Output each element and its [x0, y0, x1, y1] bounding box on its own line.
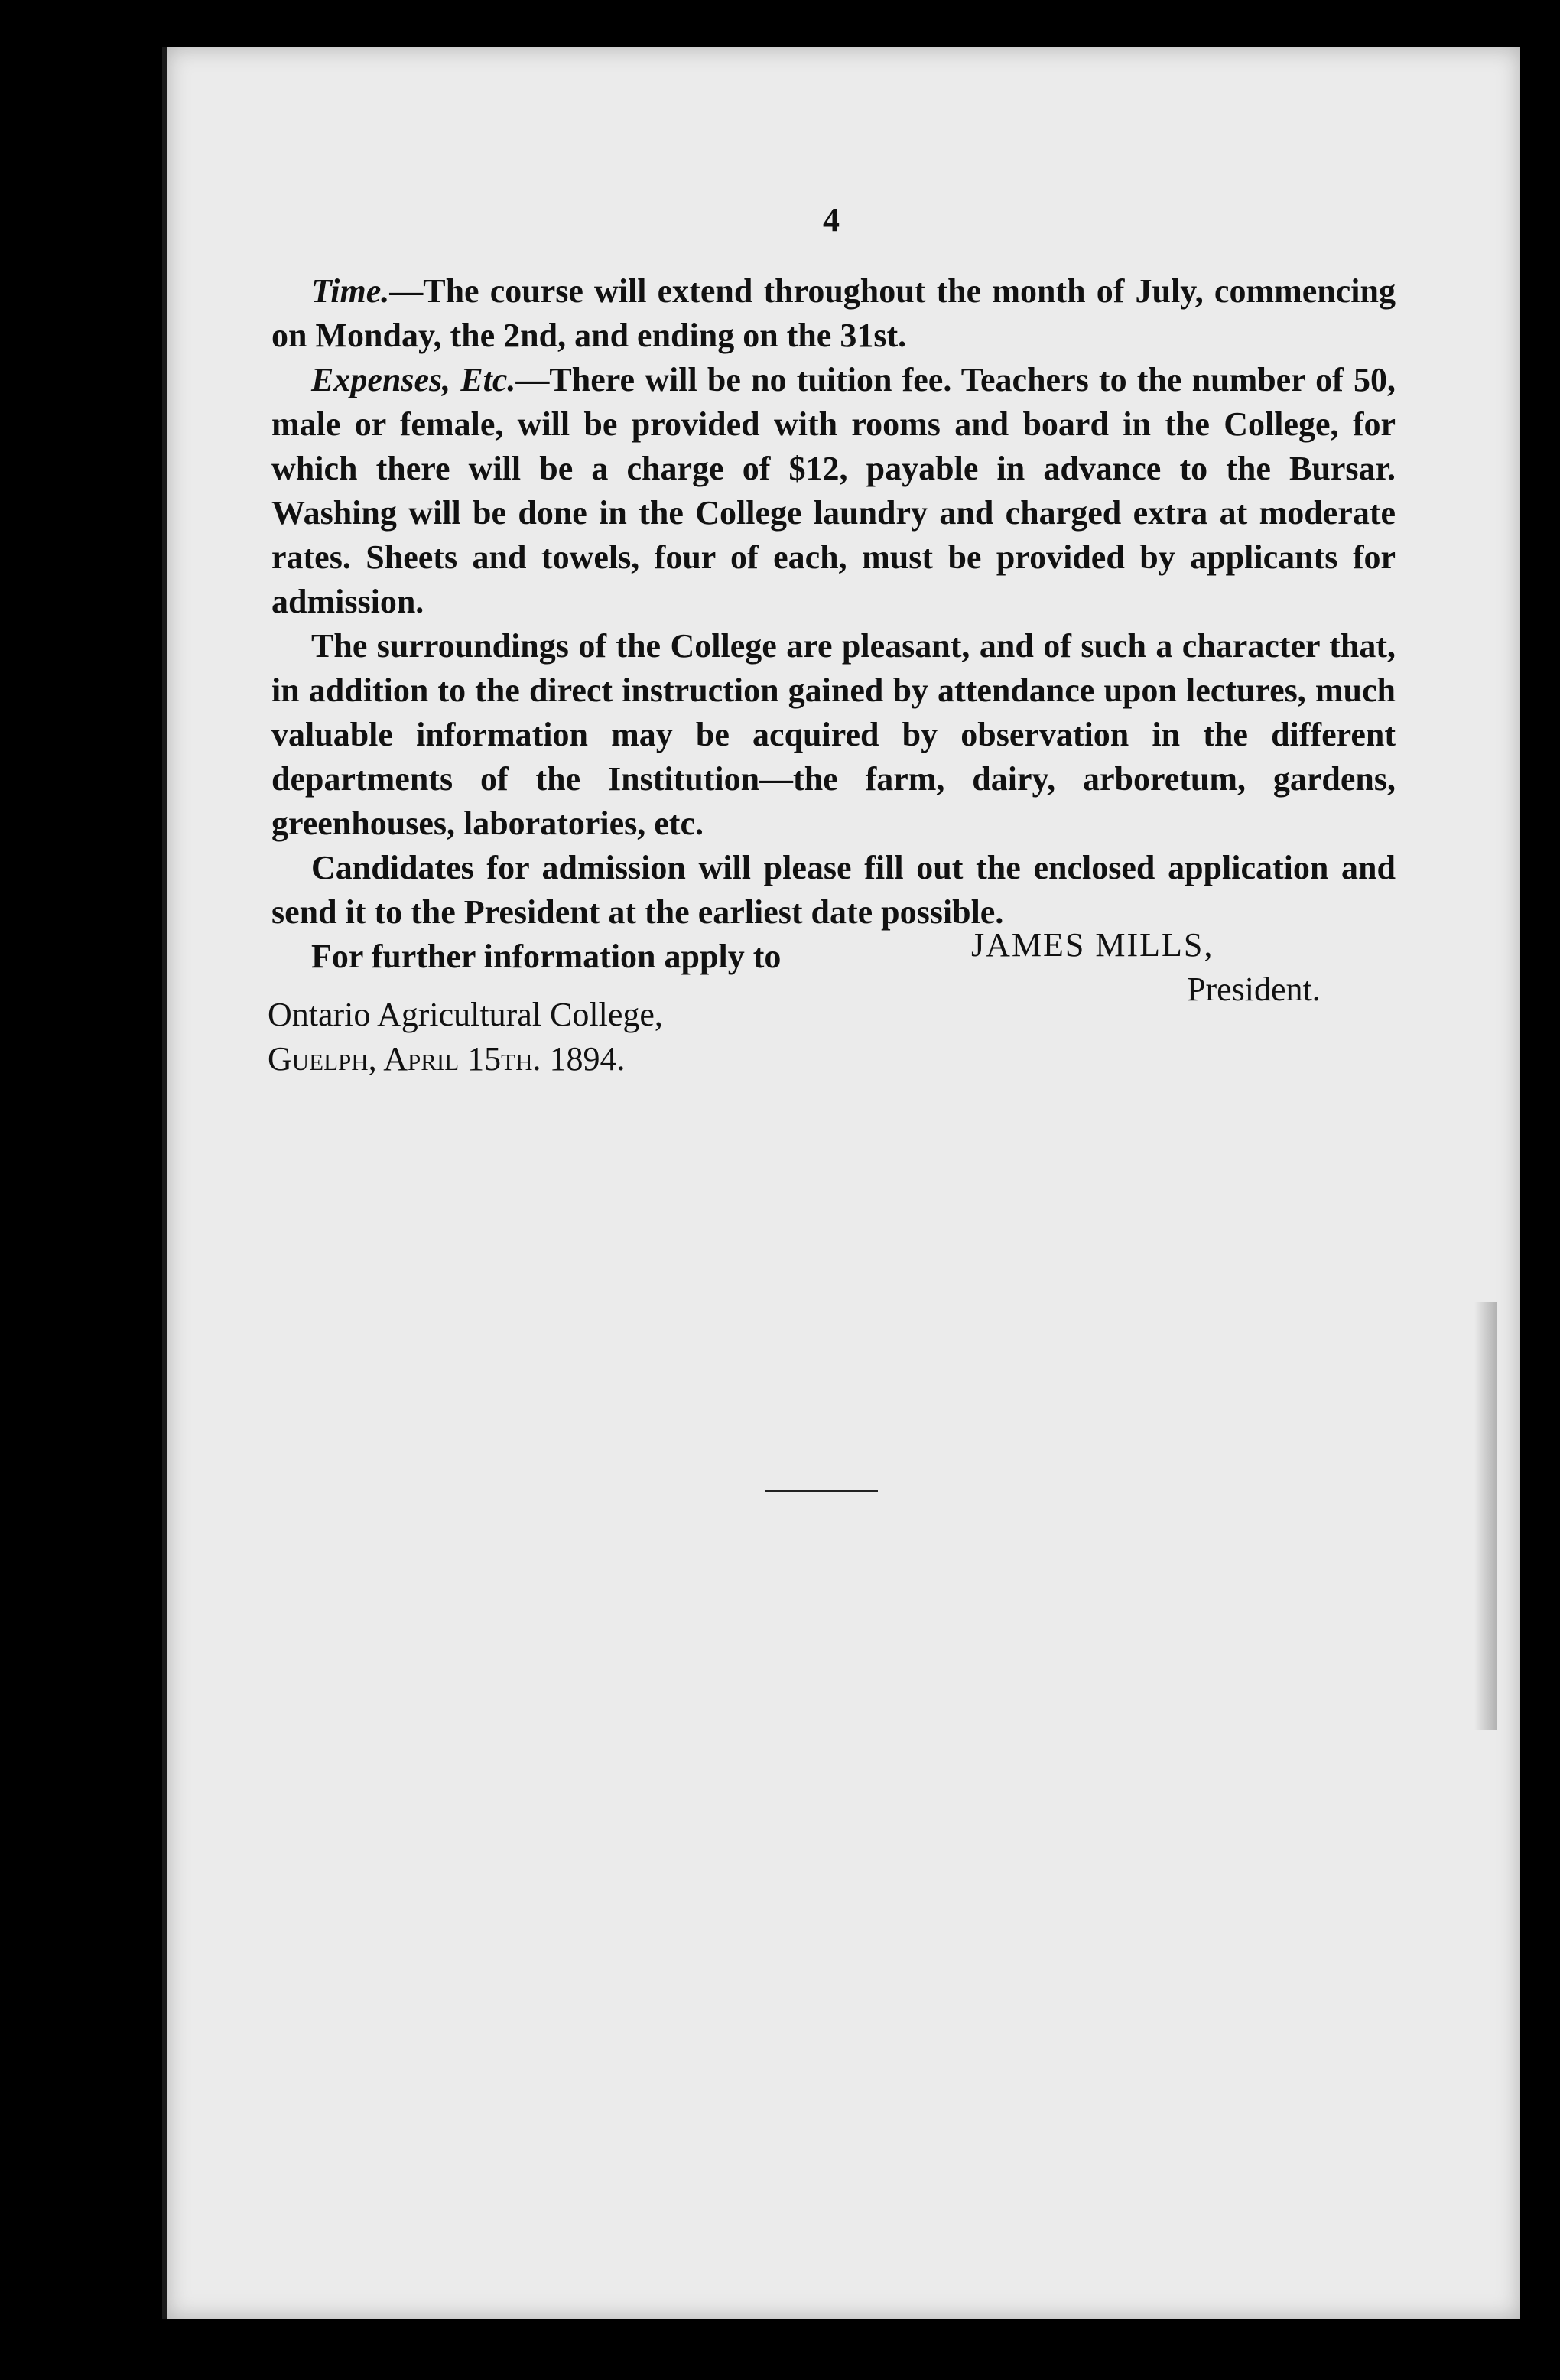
page-edge-shadow — [1474, 1302, 1497, 1730]
address-line-2: Guelph, April 15th. 1894. — [268, 1040, 626, 1078]
paragraph-time — [271, 269, 1396, 358]
paragraph-surroundings — [271, 624, 1396, 846]
paragraph-lead: Expenses, Etc. — [311, 361, 516, 398]
address-line-1: Ontario Agricultural College, — [268, 996, 663, 1033]
paragraph-text: For further information apply to — [311, 938, 782, 975]
paragraph-candidates — [271, 846, 1396, 935]
paragraph-text: —There will be no tuition fee. Teachers to the number of 50, male or female, will be provided with rooms and board in the College, for which there will be a charge of $12, payable in advance to the Bursar. Washing will be done in the College laundry and charged extra at moderate rates. Sheets and towels, four of each, must be provided by applicants for admission. — [271, 361, 1396, 620]
signature-name: JAMES MILLS, — [971, 926, 1214, 964]
paragraph-expenses — [271, 358, 1396, 624]
paragraph-lead: Time. — [311, 272, 390, 310]
page-number: 4 — [823, 201, 840, 239]
section-divider — [765, 1490, 878, 1492]
paragraph-text: —The course will extend throughout the month of July, commencing on Monday, the 2nd, and ending on the 31st. — [271, 272, 1396, 354]
signature-title: President. — [1187, 971, 1321, 1008]
paragraph-text: The surroundings of the College are pleasant, and of such a character that, in addition to the direct instruction gained by attendance upon lectures, much valuable information may be acquired by observation in the different departments of the Institution—the farm, dairy, arboretum, gardens, greenhouses, laboratories, etc. — [271, 627, 1396, 842]
paragraph-text: Candidates for admission will please fill out the enclosed application and send it to the President at the earliest date possible. — [271, 849, 1396, 931]
body-text — [271, 269, 1396, 979]
